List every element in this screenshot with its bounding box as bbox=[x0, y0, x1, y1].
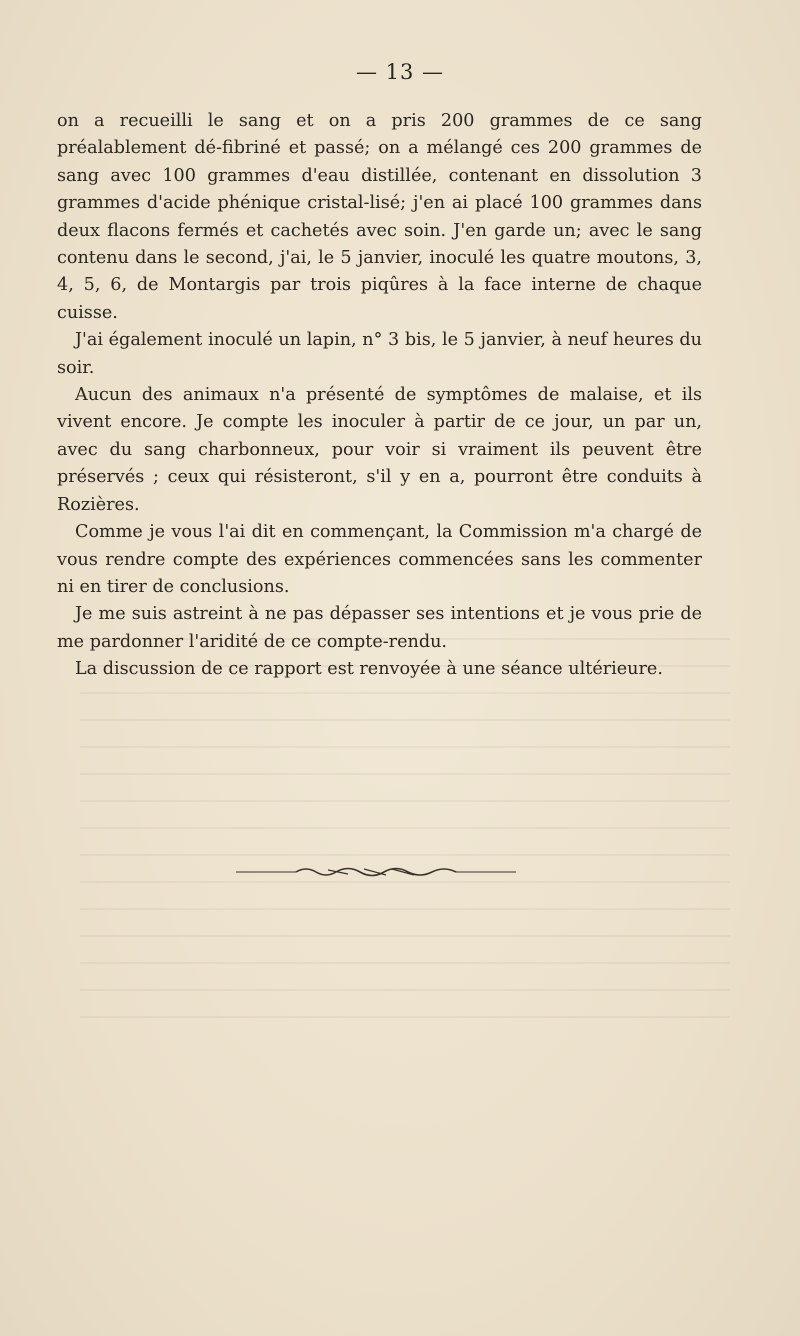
paragraph-3: Aucun des animaux n'a présenté de symptômes de malaise, et ils vivent encore. Je compte les inoculer à partir de ce jour, un par un, avec du sang charbonneux, pour voir si vraiment ils peuvent être préservés ; ceux qui résisteront, s'il y en a, pourront être conduits à Rozières. bbox=[57, 385, 702, 515]
paragraph-4: Comme je vous l'ai dit en commençant, la Commission m'a chargé de vous rendre compte des expériences commencées sans les commenter ni en tirer de conclusions. bbox=[57, 522, 702, 597]
paragraph-1: on a recueilli le sang et on a pris 200 grammes de ce sang préalablement dé-fibriné et passé; on a mélangé ces 200 grammes de sang avec 100 grammes d'eau distillée, contenant en dissolution 3 grammes d'acide phénique cristal-lisé; j'en ai placé 100 grammes dans deux flacons fermés et cachetés avec soin. J'en garde un; avec le sang contenu dans le second, j'ai, le 5 janvier, inoculé les quatre moutons, 3, 4, 5, 6, de Montargis par trois piqûres à la face interne de chaque cuisse. bbox=[57, 111, 702, 323]
body-text bbox=[57, 108, 702, 684]
ornamental-divider bbox=[236, 864, 516, 880]
paragraph-5: Je me suis astreint à ne pas dépasser ses intentions et je vous prie de me pardonner l'aridité de ce compte-rendu. bbox=[57, 604, 702, 652]
page-number: — 13 — bbox=[355, 60, 445, 84]
paragraph-6: La discussion de ce rapport est renvoyée à une séance ultérieure. bbox=[75, 659, 663, 680]
paragraph-2: J'ai également inoculé un lapin, n° 3 bis, le 5 janvier, à neuf heures du soir. bbox=[57, 330, 702, 378]
